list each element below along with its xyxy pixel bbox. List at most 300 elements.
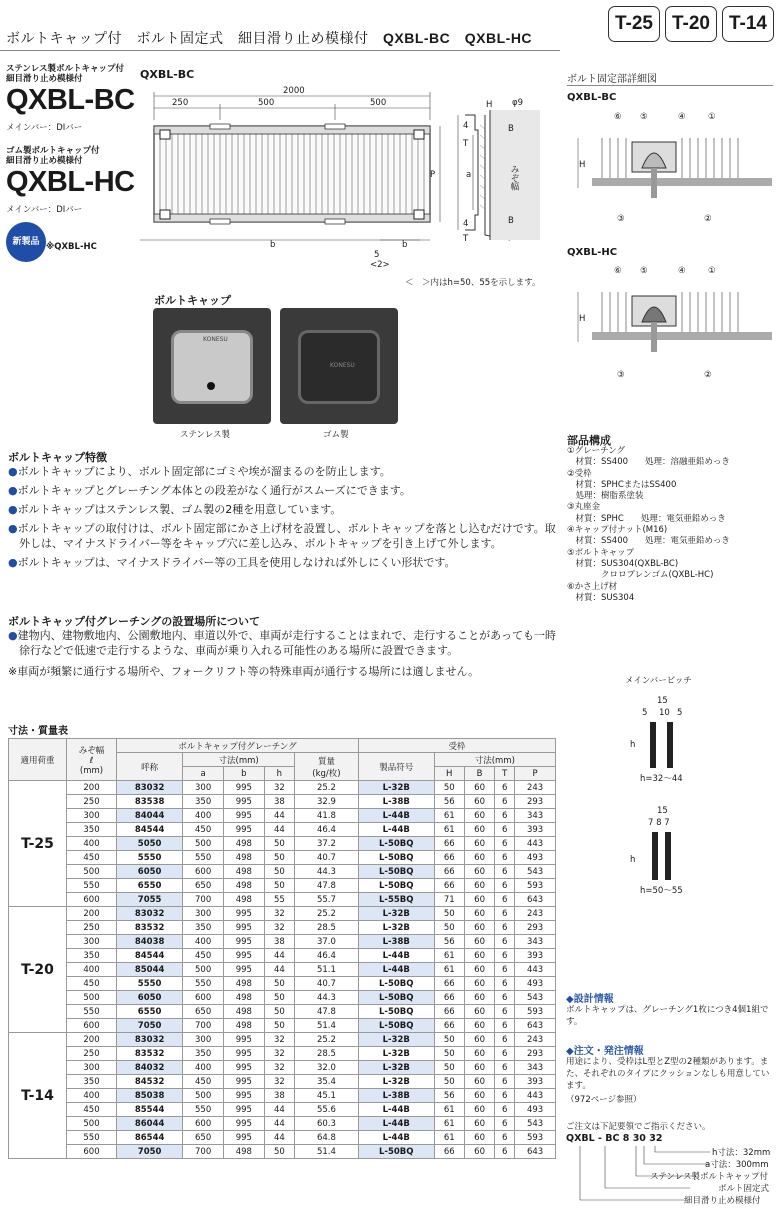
table-cell: 61 [434, 1131, 464, 1145]
table-cell: 50 [264, 1005, 294, 1019]
detail-hc-n3: ③ [617, 370, 625, 380]
table-cell: 393 [515, 823, 556, 837]
table-cell: 995 [223, 921, 264, 935]
table-cell: 450 [183, 823, 224, 837]
table-cell: 6 [495, 893, 515, 907]
dim-4-bottom: 4 [463, 219, 469, 229]
detail-divider [567, 85, 773, 86]
table-row [9, 1103, 556, 1117]
table-cell: 550 [67, 879, 117, 893]
table-cell: 84032 [117, 1061, 183, 1075]
table-cell: 343 [515, 809, 556, 823]
table-cell: 83032 [117, 781, 183, 795]
table-cell: 543 [515, 1117, 556, 1131]
stainless-cap-photo [153, 308, 271, 424]
table-cell: 86544 [117, 1131, 183, 1145]
table-cell: 450 [183, 949, 224, 963]
dim-4-top: 4 [463, 121, 469, 131]
table-cell: 300 [183, 907, 224, 921]
th-dims: 寸法(mm) [183, 753, 295, 767]
table-cell: 44 [264, 1131, 294, 1145]
table-cell: 498 [223, 837, 264, 851]
table-row [9, 991, 556, 1005]
table-cell: 600 [67, 1145, 117, 1159]
table-cell: 6 [495, 1005, 515, 1019]
rubber-caption: ゴム製 [323, 430, 349, 440]
grating-drawing [140, 80, 560, 280]
dim-B-top: B [508, 124, 514, 134]
table-cell: 25.2 [295, 781, 359, 795]
table-cell: 498 [223, 991, 264, 1005]
table-cell: 6 [495, 1047, 515, 1061]
table-cell: 44 [264, 809, 294, 823]
table-cell: 60 [464, 809, 494, 823]
table-cell: 32 [264, 1061, 294, 1075]
dim-b: b [270, 240, 276, 250]
table-cell: 6 [495, 1061, 515, 1075]
table-cell: 6 [495, 1075, 515, 1089]
table-row [9, 809, 556, 823]
th-width: みぞ幅 ℓ (mm) [67, 739, 117, 781]
table-cell: 7050 [117, 1145, 183, 1159]
table-cell: 50 [434, 907, 464, 921]
table-cell: 243 [515, 781, 556, 795]
table-cell: 51.4 [295, 1019, 359, 1033]
th-b: b [223, 767, 264, 781]
th-code: 呼称 [117, 753, 183, 781]
table-cell: 60 [464, 921, 494, 935]
table-cell: 6 [495, 949, 515, 963]
table-cell: 550 [183, 851, 224, 865]
table-cell: 45.1 [295, 1089, 359, 1103]
table-cell: 650 [183, 1005, 224, 1019]
bc-mainbar: メインバー：DIバー [6, 123, 83, 133]
table-row [9, 1089, 556, 1103]
table-row [9, 823, 556, 837]
order-l4: ボルト固定式 [718, 1184, 770, 1194]
dim-mizohaba: みぞ幅 [509, 165, 519, 191]
table-cell: 61 [434, 949, 464, 963]
pitch-range2: h=50～55 [640, 886, 683, 896]
th-H: H [434, 767, 464, 781]
th-fdims: 寸法(mm) [434, 753, 555, 767]
table-cell: 243 [515, 1033, 556, 1047]
table-cell: 700 [183, 1019, 224, 1033]
table-cell: 66 [434, 851, 464, 865]
order-instr: ご注文は下記要領でご指示ください。 [566, 1122, 711, 1132]
table-cell: 493 [515, 1103, 556, 1117]
detail-hc-n5: ⑤ [640, 266, 648, 276]
table-cell: 55.7 [295, 893, 359, 907]
table-row [9, 781, 556, 795]
rubber-cap-photo [280, 308, 398, 424]
table-row [9, 963, 556, 977]
table-cell: 350 [67, 823, 117, 837]
th-a: a [183, 767, 224, 781]
table-cell: 293 [515, 921, 556, 935]
table-cell: 7050 [117, 1019, 183, 1033]
table-cell: 44.3 [295, 865, 359, 879]
table-cell: 50 [434, 781, 464, 795]
table-row [9, 1019, 556, 1033]
table-cell: 83532 [117, 921, 183, 935]
table-cell: 60 [464, 795, 494, 809]
pitch-range1: h=32～44 [640, 774, 683, 784]
table-cell: 60.3 [295, 1117, 359, 1131]
detail-hc-H: H [579, 314, 586, 324]
table-cell: 44 [264, 1117, 294, 1131]
table-cell: 50 [434, 1061, 464, 1075]
dim-phi9: φ9 [512, 98, 524, 108]
order-text: 用途により、受枠はL型とZ型の2種類があります。また、それぞれのタイプにクッションなしも用意しています。 [566, 1057, 770, 1091]
table-cell: 84544 [117, 823, 183, 837]
table-cell: 995 [223, 963, 264, 977]
table-cell: 84044 [117, 809, 183, 823]
table-row [9, 1033, 556, 1047]
table-cell: 343 [515, 1061, 556, 1075]
detail-bc-n1: ① [708, 112, 716, 122]
table-cell: 83032 [117, 1033, 183, 1047]
table-cell: L-44B [358, 1117, 434, 1131]
table-cell: L-38B [358, 795, 434, 809]
table-cell: 7055 [117, 893, 183, 907]
table-cell: 60 [464, 907, 494, 921]
table-cell: 61 [434, 809, 464, 823]
product-codes: QXBL-BC QXBL-HC [383, 30, 533, 46]
table-cell: 38 [264, 1089, 294, 1103]
table-cell: 51.4 [295, 1145, 359, 1159]
table-cell: 593 [515, 879, 556, 893]
table-cell: 293 [515, 1047, 556, 1061]
table-cell: 995 [223, 1061, 264, 1075]
th-h: h [264, 767, 294, 781]
table-cell: 498 [223, 851, 264, 865]
table-cell: L-50BQ [358, 1019, 434, 1033]
table-cell: 50 [434, 1047, 464, 1061]
table-cell: 6 [495, 963, 515, 977]
table-cell: 650 [183, 1131, 224, 1145]
th-B: B [464, 767, 494, 781]
table-cell: 60 [464, 879, 494, 893]
table-cell: 995 [223, 1103, 264, 1117]
table-row [9, 935, 556, 949]
table-cell: 32 [264, 921, 294, 935]
table-cell: 550 [67, 1131, 117, 1145]
table-cell: 46.4 [295, 823, 359, 837]
table-cell: 543 [515, 991, 556, 1005]
table-cell: 44 [264, 1103, 294, 1117]
table-cell: L-55BQ [358, 893, 434, 907]
table-cell: 250 [67, 795, 117, 809]
table-cell: 443 [515, 963, 556, 977]
table-cell: L-32B [358, 921, 434, 935]
table-cell: 6 [495, 879, 515, 893]
table-cell: 300 [67, 935, 117, 949]
new-product-badge: 新製品 [6, 222, 46, 262]
table-cell: 995 [223, 949, 264, 963]
pitch-bars-1 [640, 720, 690, 772]
table-cell: 56 [434, 795, 464, 809]
table-cell: 25.2 [295, 907, 359, 921]
table-cell: L-38B [358, 1089, 434, 1103]
table-cell: 66 [434, 879, 464, 893]
table-cell: 995 [223, 781, 264, 795]
table-cell: 5050 [117, 837, 183, 851]
table-cell: 41.8 [295, 809, 359, 823]
table-cell: 50 [434, 921, 464, 935]
table-cell: 6050 [117, 991, 183, 1005]
table-cell: 543 [515, 865, 556, 879]
table-cell: 60 [464, 977, 494, 991]
th-mass: 質量 (kg/枚) [295, 753, 359, 781]
table-cell: 350 [183, 921, 224, 935]
table-cell: 83538 [117, 795, 183, 809]
table-cell: 60 [464, 823, 494, 837]
dim-250: 250 [172, 98, 189, 108]
table-cell: 46.4 [295, 949, 359, 963]
load-class-cell: T-20 [9, 907, 67, 1033]
stainless-caption: ステンレス製 [180, 430, 230, 440]
table-cell: 35.4 [295, 1075, 359, 1089]
table-cell: L-50BQ [358, 851, 434, 865]
table-cell: 50 [264, 851, 294, 865]
table-cell: 593 [515, 1131, 556, 1145]
table-cell: 400 [183, 1061, 224, 1075]
table-cell: 83032 [117, 907, 183, 921]
table-cell: 60 [464, 851, 494, 865]
table-cell: 350 [67, 949, 117, 963]
dim-B-bottom: B [508, 216, 514, 226]
order-ref: （972ページ参照） [566, 1095, 642, 1105]
table-cell: 498 [223, 1145, 264, 1159]
table-cell: 400 [67, 837, 117, 851]
detail-hc-n6: ⑥ [614, 266, 622, 276]
brand-stainless: KONESU [203, 336, 228, 343]
detail-hc-drawing [572, 262, 777, 382]
table-cell: 500 [183, 963, 224, 977]
table-cell: 300 [183, 781, 224, 795]
table-cell: 995 [223, 1075, 264, 1089]
table-cell: 83532 [117, 1047, 183, 1061]
dim-P: P [430, 170, 436, 180]
features-list: ●ボルトキャップにより、ボルト固定部にゴミや埃が溜まるのを防止します。 ●ボルトキャップとグレーチング本体との段差がなく通行がスムーズにできます。 ●ボルトキャップはステンレス製、ゴム製の2種を用意しています。 ●ボルトキャップの取付けは、ボルト固定部にかさ上げ材を設置し、ボルトキャップを落とし込むだけです。取外しは、マイナスドライバー等をキャップ穴に差し込み、ボルトキャップを引き上げて外します。 ●ボルトキャップは、マイナスドライバー等の工具を使用しなければ外しにくい形状です。 [8, 465, 556, 569]
table-cell: L-50BQ [358, 865, 434, 879]
table-cell: 600 [183, 865, 224, 879]
table-cell: 38 [264, 795, 294, 809]
detail-bc-n4: ④ [678, 112, 686, 122]
table-row [9, 1005, 556, 1019]
pitch-h2: h [630, 855, 636, 865]
hc-mainbar: メインバー：DIバー [6, 205, 83, 215]
table-cell: 47.8 [295, 879, 359, 893]
dim-500-b: 500 [370, 98, 387, 108]
table-cell: 6 [495, 907, 515, 921]
detail-hc-n4: ④ [678, 266, 686, 276]
table-cell: L-50BQ [358, 837, 434, 851]
detail-bc-label: QXBL-BC [567, 92, 617, 103]
table-cell: 6 [495, 921, 515, 935]
install-note: ※車両が頻繁に通行する場所や、フォークリフト等の特殊車両が通行する場所には適しません。 [8, 665, 480, 678]
pitch-h1: h [630, 740, 636, 750]
table-cell: 60 [464, 1005, 494, 1019]
table-cell: 200 [67, 781, 117, 795]
table-cell: 55 [264, 893, 294, 907]
features-title: ボルトキャップ特徴 [8, 451, 107, 464]
table-cell: 300 [67, 1061, 117, 1075]
table-row [9, 949, 556, 963]
pitch-787: 7 8 7 [648, 818, 670, 828]
th-grating: ボルトキャップ付グレーチング [117, 739, 359, 753]
table-cell: 995 [223, 795, 264, 809]
order-l3: ステンレス製ボルトキャップ付 [650, 1172, 768, 1182]
table-cell: 60 [464, 1075, 494, 1089]
detail-bc-n5: ⑤ [640, 112, 648, 122]
table-cell: 44 [264, 823, 294, 837]
table-cell: 60 [464, 893, 494, 907]
table-cell: 85038 [117, 1089, 183, 1103]
table-cell: 400 [67, 1089, 117, 1103]
table-cell: 60 [464, 1131, 494, 1145]
table-cell: 250 [67, 1047, 117, 1061]
table-row [9, 907, 556, 921]
cap-hole [207, 382, 215, 390]
table-cell: 450 [67, 977, 117, 991]
table-cell: L-44B [358, 1131, 434, 1145]
table-cell: 37.2 [295, 837, 359, 851]
table-cell: 60 [464, 781, 494, 795]
order-l2: a寸法：300mm [705, 1160, 769, 1170]
table-cell: 6 [495, 977, 515, 991]
table-cell: 86044 [117, 1117, 183, 1131]
pitch-10: 10 [659, 708, 670, 718]
table-cell: L-44B [358, 963, 434, 977]
th-frame: 受枠 [358, 739, 555, 753]
table-cell: 50 [264, 879, 294, 893]
table-cell: 643 [515, 1145, 556, 1159]
table-cell: 32.0 [295, 1061, 359, 1075]
table-cell: L-32B [358, 1061, 434, 1075]
drawing-note: ＜ ＞内はh=50、55を示します。 [405, 278, 541, 288]
detail-bc-n2: ② [704, 214, 712, 224]
table-cell: 6 [495, 837, 515, 851]
load-class-cell: T-14 [9, 1033, 67, 1159]
table-cell: 44 [264, 949, 294, 963]
load-badge-t14: T-14 [722, 6, 774, 42]
table-cell: 6 [495, 823, 515, 837]
drawing-label: QXBL-BC [140, 68, 195, 81]
table-cell: 643 [515, 1019, 556, 1033]
table-cell: 60 [464, 1033, 494, 1047]
table-cell: 493 [515, 977, 556, 991]
table-cell: 40.7 [295, 977, 359, 991]
table-cell: 500 [67, 1117, 117, 1131]
dim-a: a [466, 170, 472, 180]
detail-hc-label: QXBL-HC [567, 247, 618, 258]
table-cell: 32 [264, 907, 294, 921]
dim-500-a: 500 [258, 98, 275, 108]
table-cell: 550 [67, 1005, 117, 1019]
table-cell: L-32B [358, 1047, 434, 1061]
table-row [9, 1075, 556, 1089]
table-cell: 56 [434, 1089, 464, 1103]
dim-5: 5 [374, 250, 380, 260]
table-cell: 400 [183, 935, 224, 949]
install-title: ボルトキャップ付グレーチングの設置場所について [8, 615, 261, 628]
table-cell: 37.0 [295, 935, 359, 949]
table-row [9, 1047, 556, 1061]
table-cell: 650 [183, 879, 224, 893]
table-cell: 995 [223, 907, 264, 921]
table-cell: 60 [464, 991, 494, 1005]
table-cell: L-50BQ [358, 1005, 434, 1019]
table-cell: 56 [434, 935, 464, 949]
parts-list: ①グレーチング 材質：SS400 処理：溶融亜鉛めっき ②受枠 材質：SPHCまたはSS400 処理：樹脂系塗装 ③丸座金 材質：SPHC 処理：電気亜鉛めっき ④キャップ付ナット(M16) 材質：SS400 処理：電気亜鉛めっき ⑤ボルトキャップ 材質：SUS304(QXBL-BC) クロロプレンゴム(QXBL-HC) ⑥かさ上げ材 材質：SUS304 [567, 446, 730, 603]
load-class-cell: T-25 [9, 781, 67, 907]
table-cell: 60 [464, 1145, 494, 1159]
table-cell: 66 [434, 1005, 464, 1019]
table-cell: 84038 [117, 935, 183, 949]
table-cell: 66 [434, 865, 464, 879]
table-row [9, 893, 556, 907]
table-cell: 6 [495, 935, 515, 949]
table-cell: 38 [264, 935, 294, 949]
table-cell: 6550 [117, 879, 183, 893]
table-cell: L-32B [358, 1033, 434, 1047]
table-cell: 293 [515, 795, 556, 809]
table-cell: 50 [264, 1019, 294, 1033]
table-cell: 600 [67, 893, 117, 907]
table-cell: 995 [223, 935, 264, 949]
detail-bc-H: H [579, 160, 586, 170]
table-cell: 50 [434, 1075, 464, 1089]
pitch-bars-2 [640, 830, 690, 882]
parts-title: 部品構成 [567, 434, 611, 447]
table-cell: 40.7 [295, 851, 359, 865]
table-cell: 28.5 [295, 921, 359, 935]
table-cell: 995 [223, 809, 264, 823]
table-cell: 450 [67, 1103, 117, 1117]
table-cell: 5550 [117, 977, 183, 991]
table-cell: 593 [515, 1005, 556, 1019]
table-row [9, 865, 556, 879]
table-cell: L-50BQ [358, 879, 434, 893]
table-cell: 84544 [117, 949, 183, 963]
table-cell: 32 [264, 1075, 294, 1089]
table-cell: 300 [67, 809, 117, 823]
hc-product-name: QXBL-HC [6, 166, 135, 198]
install-item: ●建物内、建物敷地内、公園敷地内、車道以外で、車両が走行することはまれで、走行することがあっても一時徐行などで低速で走行するような、車両が乗り入れる可能性のある場所に設置できます。 [8, 629, 557, 657]
table-cell: 450 [183, 1075, 224, 1089]
order-example: QXBL - BC 8 30 32 [566, 1133, 663, 1144]
table-cell: L-32B [358, 907, 434, 921]
table-cell: 6 [495, 795, 515, 809]
table-cell: 50 [264, 1145, 294, 1159]
bolt-cap-label: ボルトキャップ [154, 294, 231, 307]
table-cell: L-50BQ [358, 977, 434, 991]
th-P: P [515, 767, 556, 781]
table-cell: 350 [183, 1047, 224, 1061]
bc-subtitle: ステンレス製ボルトキャップ付 細目滑り止め模様付 [6, 64, 124, 84]
table-cell: 450 [67, 851, 117, 865]
table-cell: 6 [495, 991, 515, 1005]
table-cell: 60 [464, 837, 494, 851]
table-cell: 61 [434, 963, 464, 977]
pitch-5: 5 [642, 708, 648, 718]
table-cell: 700 [183, 1145, 224, 1159]
detail-bc-n6: ⑥ [614, 112, 622, 122]
table-cell: 61 [434, 1103, 464, 1117]
detail-title: ボルト固定部詳細図 [567, 74, 657, 85]
